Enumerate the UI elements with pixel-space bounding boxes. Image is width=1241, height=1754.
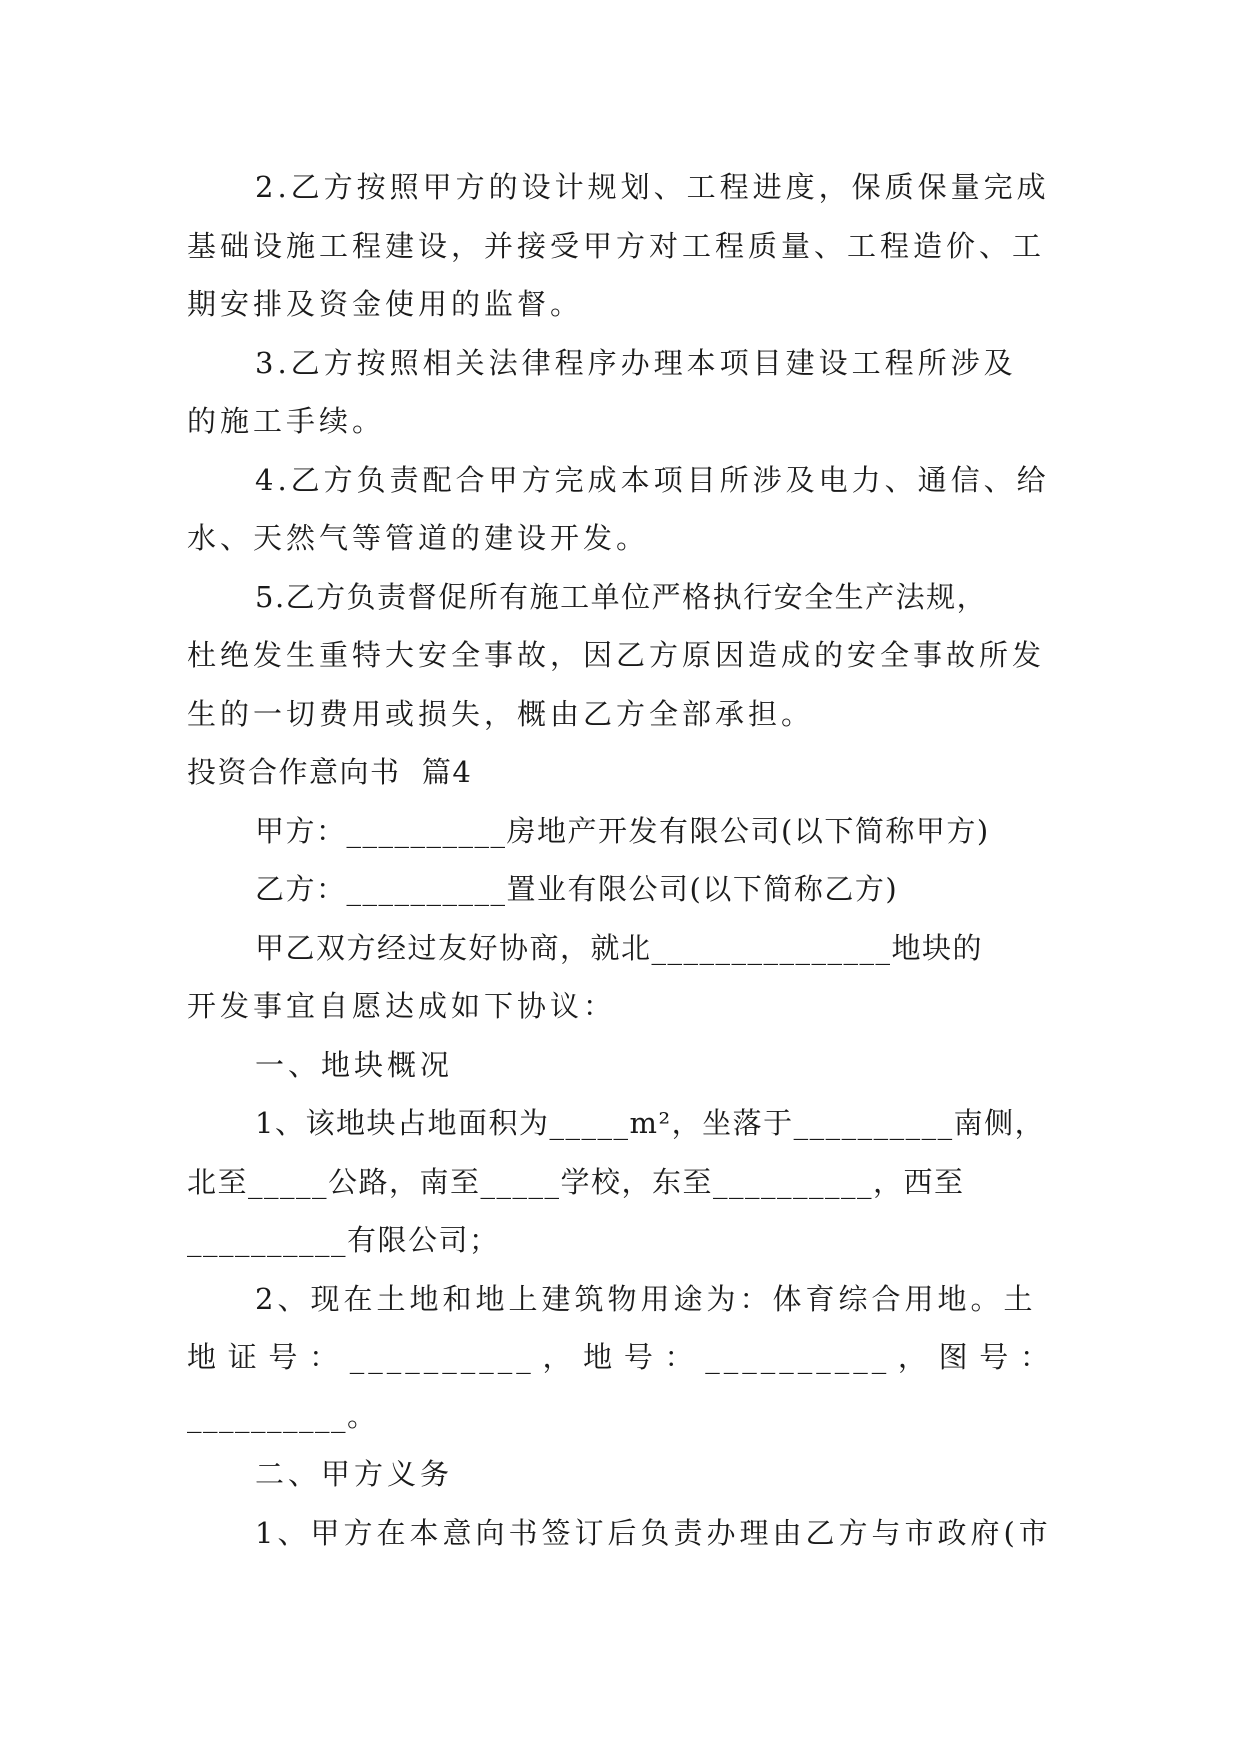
paragraph-line: 1、甲方在本意向书签订后负责办理由乙方与市政府(市	[255, 1515, 1052, 1550]
paragraph-line: 4.乙方负责配合甲方完成本项目所涉及电力、通信、给	[255, 462, 1050, 497]
paragraph-line: 2.乙方按照甲方的设计规划、工程进度，保质保量完成	[255, 170, 1050, 204]
paragraph-line: __________。	[187, 1398, 378, 1433]
paragraph-line: 的施工手续。	[187, 404, 386, 438]
paragraph-line: 北至_____公路，南至_____学校，东至__________，西至	[187, 1164, 965, 1199]
paragraph-line: 5.乙方负责督促所有施工单位严格执行安全生产法规，	[255, 579, 988, 614]
party-a-line: 甲方：__________房地产开发有限公司(以下简称甲方)	[255, 813, 990, 848]
party-b-line: 乙方：__________置业有限公司(以下简称乙方)	[255, 872, 899, 906]
paragraph-line: 水、天然气等管道的建设开发。	[187, 521, 650, 555]
section-heading: 投资合作意向书 篇4	[187, 755, 473, 789]
paragraph-line: 生的一切费用或损失，概由乙方全部承担。	[187, 696, 815, 731]
paragraph-line: 1、该地块占地面积为_____m²，坐落于__________南侧，	[255, 1106, 1046, 1140]
paragraph-line: 期安排及资金使用的监督。	[187, 287, 584, 321]
paragraph-line: 3.乙方按照相关法律程序办理本项目建设工程所涉及	[255, 345, 1017, 380]
clause-heading: 二、甲方义务	[255, 1457, 454, 1491]
paragraph-line: 杜绝发生重特大安全事故，因乙方原因造成的安全事故所发	[187, 638, 1046, 672]
clause-heading: 一、地块概况	[255, 1047, 454, 1082]
document-page	[187, 158, 1053, 1562]
paragraph-line: 2、现在土地和地上建筑物用途为：体育综合用地。土	[255, 1281, 1037, 1316]
paragraph-line: 甲乙双方经过友好协商，就北_______________地块的	[255, 930, 984, 965]
paragraph-line: 基础设施工程建设，并接受甲方对工程质量、工程造价、工	[187, 228, 1046, 263]
paragraph-line: __________有限公司；	[187, 1223, 500, 1257]
paragraph-line: 开发事宜自愿达成如下协议：	[187, 989, 617, 1023]
paragraph-line: 地证号：__________，地号：__________，图号：	[187, 1340, 1053, 1374]
